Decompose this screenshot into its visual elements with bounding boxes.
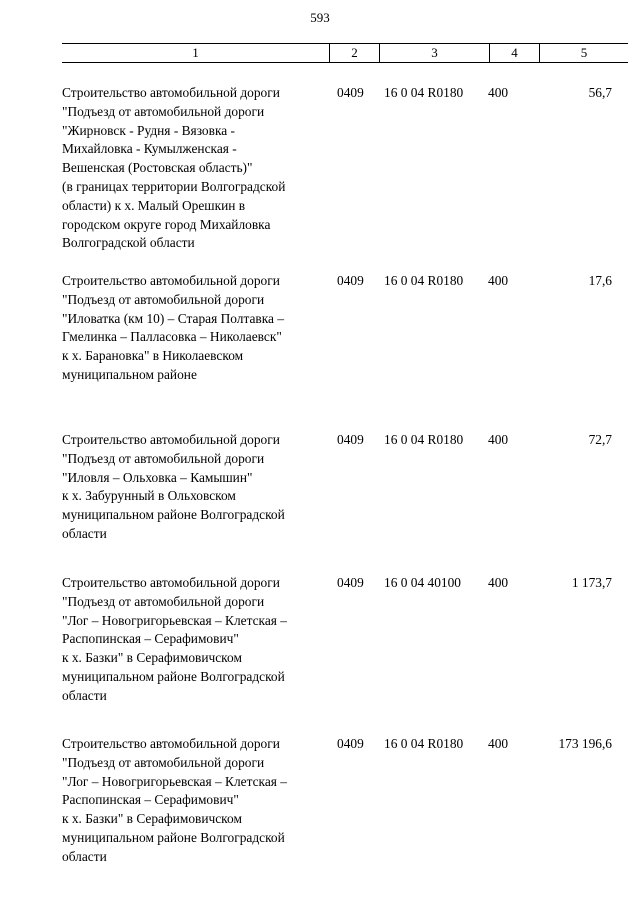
header-col-5: 5 bbox=[580, 45, 588, 60]
header-col-2: 2 bbox=[330, 44, 380, 62]
header-col-3: 3 bbox=[380, 44, 490, 62]
row-name: Строительство автомобильной дороги "Подъезд от автомобильной дороги "Иловля – Ольховка – Камышин" к х. Забурунный в Ольховском муниципальном районе Волгоградской области bbox=[62, 432, 285, 541]
row-target: 16 0 04 R0180 bbox=[384, 736, 464, 751]
row-sum: 1 173,7 bbox=[571, 575, 612, 590]
row-name: Строительство автомобильной дороги "Подъезд от автомобильной дороги "Лог – Новогригорьевская – Клетская – Распопинская – Серафимович" к х. Базки" в Серафимовичском муниципальном районе Волгоградской области bbox=[62, 575, 287, 703]
row-section: 0409 bbox=[337, 575, 364, 590]
row-name: Строительство автомобильной дороги "Подъезд от автомобильной дороги "Иловатка (км 10) – Старая Полтавка – Гмелинка – Палласовка – Николаевск" к х. Барановка" в Николаевском муниципальном районе bbox=[62, 273, 285, 382]
row-section: 0409 bbox=[337, 736, 364, 751]
row-target: 16 0 04 R0180 bbox=[384, 273, 464, 288]
row-sum: 72,7 bbox=[588, 432, 612, 447]
row-sum: 56,7 bbox=[588, 85, 612, 100]
row-section: 0409 bbox=[337, 85, 364, 100]
row-name: Строительство автомобильной дороги "Подъезд от автомобильной дороги "Жирновск - Рудня - Вязовка - Михайловка - Кумылженская - Вешенская (Ростовская область)" (в границах территории Волгоградской области) к х. Малый Орешкин в городском округе город Михайловка Волгоградской области bbox=[62, 85, 286, 251]
row-sum: 17,6 bbox=[588, 273, 612, 288]
page-number: 593 bbox=[310, 10, 330, 25]
row-expense-type: 400 bbox=[488, 736, 509, 751]
row-target: 16 0 04 R0180 bbox=[384, 432, 464, 447]
row-name: Строительство автомобильной дороги "Подъезд от автомобильной дороги "Лог – Новогригорьевская – Клетская – Распопинская – Серафимович" к х. Базки" в Серафимовичском муниципальном районе Волгоградской области bbox=[62, 736, 287, 864]
row-sum: 173 196,6 bbox=[558, 736, 612, 751]
row-section: 0409 bbox=[337, 273, 364, 288]
row-expense-type: 400 bbox=[488, 273, 509, 288]
row-expense-type: 400 bbox=[488, 432, 509, 447]
row-target: 16 0 04 R0180 bbox=[384, 85, 464, 100]
row-section: 0409 bbox=[337, 432, 364, 447]
table-header bbox=[62, 43, 628, 63]
row-expense-type: 400 bbox=[488, 85, 509, 100]
header-col-4: 4 bbox=[490, 44, 540, 62]
header-col-1: 1 bbox=[62, 44, 330, 62]
row-expense-type: 400 bbox=[488, 575, 509, 590]
row-target: 16 0 04 40100 bbox=[384, 575, 461, 590]
